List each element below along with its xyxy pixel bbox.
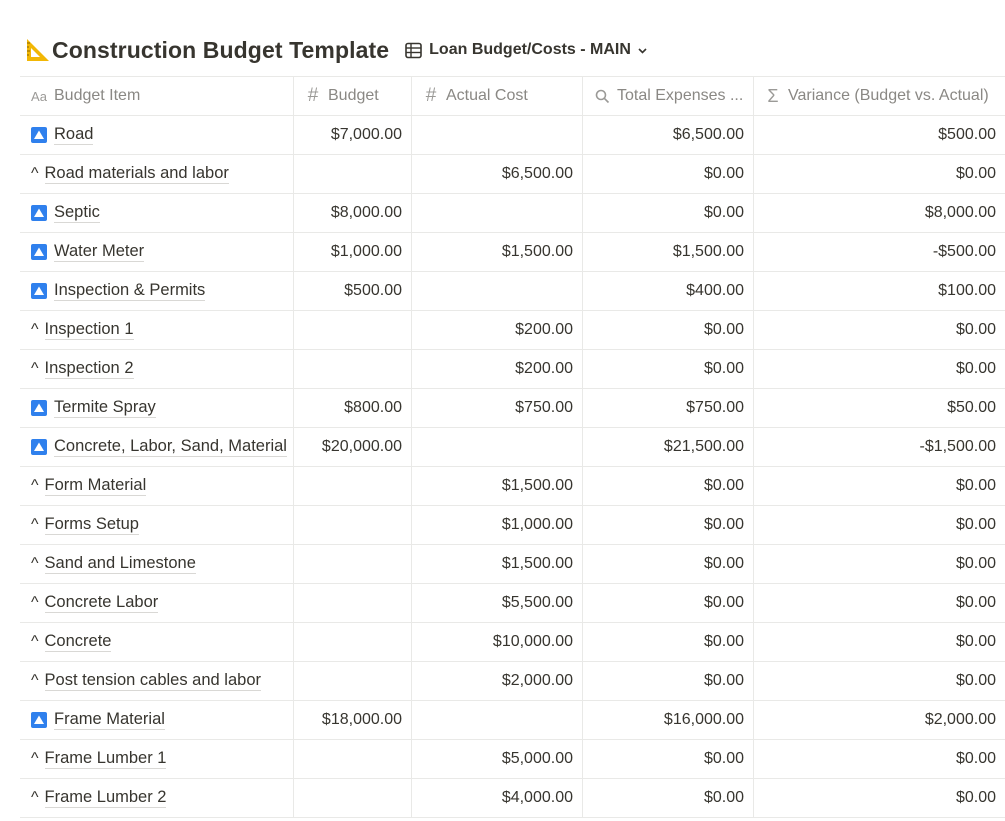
total-expenses-cell[interactable] — [583, 779, 754, 817]
total-expenses-cell[interactable] — [583, 389, 754, 427]
actual-cost-cell-value: $4,000.00 — [501, 789, 573, 806]
variance-cell-value: $0.00 — [955, 516, 996, 533]
table-row[interactable] — [20, 584, 1005, 623]
variance-cell-value: $0.00 — [955, 750, 996, 767]
item-name-link[interactable]: Road materials and labor — [44, 164, 229, 182]
item-name-link[interactable]: Frame Lumber 1 — [44, 749, 167, 767]
item-name-wrap — [31, 515, 139, 535]
total-expenses-cell[interactable] — [583, 740, 754, 778]
table-row[interactable] — [20, 779, 1005, 818]
item-name-link[interactable]: Post tension cables and labor — [44, 671, 261, 689]
page-header — [24, 34, 648, 66]
actual-cost-cell[interactable] — [412, 701, 583, 739]
total-expenses-cell-value: $0.00 — [703, 594, 744, 611]
budget-cell-value: $7,000.00 — [330, 126, 402, 143]
number-property-icon: # — [307, 85, 319, 106]
variance-cell-value: $500.00 — [938, 126, 996, 143]
budget-cell[interactable] — [294, 350, 412, 388]
up-triangle-button-icon — [31, 712, 47, 728]
caret-up-icon: ^ — [31, 672, 39, 689]
total-expenses-cell[interactable] — [583, 272, 754, 310]
total-expenses-cell[interactable] — [583, 467, 754, 505]
caret-up-icon: ^ — [31, 516, 39, 533]
budget-item-cell[interactable] — [20, 467, 294, 505]
actual-cost-cell-value: $1,500.00 — [501, 477, 573, 494]
item-name-link[interactable]: Termite Spray — [54, 398, 156, 416]
variance-cell-value: $100.00 — [938, 282, 996, 299]
text-property-icon: Aa — [31, 88, 47, 104]
item-name-wrap — [31, 749, 166, 769]
actual-cost-cell-value: $2,000.00 — [501, 672, 573, 689]
item-name-wrap — [31, 593, 158, 613]
budget-cell-value: $20,000.00 — [321, 438, 402, 455]
variance-cell-value: $0.00 — [955, 360, 996, 377]
budget-item-cell[interactable] — [20, 584, 294, 622]
budget-cell[interactable] — [294, 311, 412, 349]
total-expenses-cell-value: $0.00 — [703, 555, 744, 572]
column-label: Actual Cost — [446, 87, 528, 104]
variance-cell[interactable] — [754, 350, 1005, 388]
total-expenses-cell-value: $16,000.00 — [663, 711, 744, 728]
item-name-link[interactable]: Water Meter — [54, 242, 145, 260]
table-header-row — [20, 77, 1005, 116]
variance-cell[interactable] — [754, 194, 1005, 232]
budget-cell[interactable] — [294, 116, 412, 154]
budget-cell-value: $500.00 — [344, 282, 402, 299]
variance-cell-value: $0.00 — [955, 477, 996, 494]
total-expenses-cell[interactable] — [583, 584, 754, 622]
actual-cost-cell-value: $750.00 — [515, 399, 573, 416]
variance-cell[interactable] — [754, 623, 1005, 661]
caret-up-icon: ^ — [31, 594, 39, 611]
budget-item-cell[interactable] — [20, 662, 294, 700]
budget-cell[interactable] — [294, 233, 412, 271]
table-view-icon — [405, 42, 422, 59]
sigma-formula-icon: Σ — [767, 85, 779, 106]
item-name-link[interactable]: Form Material — [44, 476, 147, 494]
total-expenses-cell-value: $0.00 — [703, 360, 744, 377]
column-header-budget-item[interactable] — [20, 77, 294, 115]
total-expenses-cell[interactable] — [583, 155, 754, 193]
item-name-wrap — [31, 125, 93, 145]
actual-cost-cell[interactable] — [412, 662, 583, 700]
total-expenses-cell-value: $1,500.00 — [672, 243, 744, 260]
variance-cell-value: -$500.00 — [932, 243, 996, 260]
chevron-down-icon — [637, 45, 648, 56]
budget-cell[interactable] — [294, 779, 412, 817]
item-name-link[interactable]: Inspection 2 — [44, 359, 134, 377]
variance-cell-value: $0.00 — [955, 789, 996, 806]
total-expenses-cell-value: $0.00 — [703, 672, 744, 689]
page-title: Construction Budget Template — [52, 36, 390, 63]
item-name-link[interactable]: Concrete Labor — [44, 593, 159, 611]
search-icon — [593, 87, 611, 105]
budget-cell-value: $1,000.00 — [330, 243, 402, 260]
variance-cell[interactable] — [754, 740, 1005, 778]
table-row[interactable] — [20, 545, 1005, 584]
total-expenses-cell-value: $0.00 — [703, 321, 744, 338]
budget-cell[interactable] — [294, 701, 412, 739]
total-expenses-cell-value: $400.00 — [686, 282, 744, 299]
item-name-wrap — [31, 359, 134, 379]
actual-cost-cell-value: $1,500.00 — [501, 243, 573, 260]
item-name-wrap — [31, 476, 146, 496]
budget-item-cell[interactable] — [20, 428, 294, 466]
actual-cost-cell-value: $10,000.00 — [492, 633, 573, 650]
table-row[interactable] — [20, 116, 1005, 155]
total-expenses-cell-value: $0.00 — [703, 750, 744, 767]
table-row[interactable] — [20, 194, 1005, 233]
budget-item-cell[interactable] — [20, 194, 294, 232]
table-row[interactable] — [20, 740, 1005, 779]
total-expenses-cell-value: $0.00 — [703, 633, 744, 650]
budget-cell[interactable] — [294, 428, 412, 466]
budget-cell[interactable] — [294, 662, 412, 700]
total-expenses-cell[interactable] — [583, 428, 754, 466]
item-name-wrap — [31, 788, 166, 808]
item-name-wrap — [31, 242, 144, 262]
caret-up-icon: ^ — [31, 477, 39, 494]
variance-cell[interactable] — [754, 506, 1005, 544]
budget-item-cell[interactable] — [20, 701, 294, 739]
number-property-icon: # — [425, 85, 437, 106]
item-name-wrap — [31, 554, 196, 574]
budget-item-cell[interactable] — [20, 389, 294, 427]
table-row[interactable] — [20, 155, 1005, 194]
variance-cell[interactable] — [754, 389, 1005, 427]
total-expenses-cell-value: $0.00 — [703, 204, 744, 221]
total-expenses-cell-value: $750.00 — [686, 399, 744, 416]
budget-cell[interactable] — [294, 623, 412, 661]
actual-cost-cell-value: $200.00 — [515, 321, 573, 338]
table-row[interactable] — [20, 389, 1005, 428]
item-name-link[interactable]: Concrete, Labor, Sand, Material — [54, 437, 287, 455]
total-expenses-cell-value: $6,500.00 — [672, 126, 744, 143]
item-name-link[interactable]: Frame Material — [54, 710, 165, 728]
table-row[interactable] — [20, 233, 1005, 272]
actual-cost-cell[interactable] — [412, 779, 583, 817]
actual-cost-cell[interactable] — [412, 155, 583, 193]
budget-cell[interactable] — [294, 740, 412, 778]
actual-cost-cell[interactable] — [412, 194, 583, 232]
actual-cost-cell[interactable] — [412, 506, 583, 544]
column-header-actual-cost[interactable] — [412, 77, 583, 115]
up-triangle-button-icon — [31, 244, 47, 260]
total-expenses-cell-value: $21,500.00 — [663, 438, 744, 455]
budget-item-cell[interactable] — [20, 779, 294, 817]
item-name-link[interactable]: Inspection & Permits — [54, 281, 206, 299]
up-triangle-button-icon — [31, 283, 47, 299]
variance-cell-value: $0.00 — [955, 555, 996, 572]
budget-item-cell[interactable] — [20, 116, 294, 154]
budget-item-cell[interactable] — [20, 506, 294, 544]
budget-cell[interactable] — [294, 584, 412, 622]
column-label: Budget — [328, 87, 379, 104]
variance-cell[interactable] — [754, 779, 1005, 817]
budget-item-cell[interactable] — [20, 623, 294, 661]
variance-cell-value: $0.00 — [955, 672, 996, 689]
caret-up-icon: ^ — [31, 633, 39, 650]
triangular-ruler-icon — [24, 37, 50, 63]
total-expenses-cell[interactable] — [583, 233, 754, 271]
total-expenses-cell[interactable] — [583, 623, 754, 661]
column-label: Budget Item — [54, 87, 141, 104]
variance-cell[interactable] — [754, 467, 1005, 505]
item-name-link[interactable]: Septic — [54, 203, 100, 221]
item-name-link[interactable]: Road — [54, 125, 94, 143]
caret-up-icon: ^ — [31, 360, 39, 377]
table-row[interactable] — [20, 272, 1005, 311]
actual-cost-cell-value: $5,000.00 — [501, 750, 573, 767]
view-name: Loan Budget/Costs - MAIN — [429, 41, 631, 58]
variance-cell-value: $0.00 — [955, 321, 996, 338]
actual-cost-cell[interactable] — [412, 623, 583, 661]
table-row[interactable] — [20, 467, 1005, 506]
actual-cost-cell[interactable] — [412, 311, 583, 349]
budget-cell-value: $8,000.00 — [330, 204, 402, 221]
budget-cell[interactable] — [294, 467, 412, 505]
actual-cost-cell[interactable] — [412, 545, 583, 583]
caret-up-icon: ^ — [31, 555, 39, 572]
column-label: Total Expenses ... — [617, 87, 744, 104]
item-name-wrap — [31, 437, 287, 457]
item-name-link[interactable]: Concrete — [44, 632, 112, 650]
actual-cost-cell[interactable] — [412, 389, 583, 427]
item-name-wrap — [31, 203, 100, 223]
budget-item-cell[interactable] — [20, 350, 294, 388]
total-expenses-cell[interactable] — [583, 350, 754, 388]
actual-cost-cell-value: $5,500.00 — [501, 594, 573, 611]
database-table — [20, 76, 1005, 818]
actual-cost-cell[interactable] — [412, 116, 583, 154]
variance-cell-value: $50.00 — [947, 399, 996, 416]
actual-cost-cell-value: $6,500.00 — [501, 165, 573, 182]
total-expenses-cell-value: $0.00 — [703, 477, 744, 494]
item-name-link[interactable]: Frame Lumber 2 — [44, 788, 167, 806]
actual-cost-cell[interactable] — [412, 350, 583, 388]
actual-cost-cell[interactable] — [412, 428, 583, 466]
item-name-wrap — [31, 671, 261, 691]
budget-cell-value: $800.00 — [344, 399, 402, 416]
actual-cost-cell[interactable] — [412, 233, 583, 271]
variance-cell[interactable] — [754, 545, 1005, 583]
variance-cell-value: -$1,500.00 — [919, 438, 996, 455]
budget-cell[interactable] — [294, 272, 412, 310]
budget-cell[interactable] — [294, 155, 412, 193]
budget-item-cell[interactable] — [20, 272, 294, 310]
variance-cell[interactable] — [754, 701, 1005, 739]
table-row[interactable] — [20, 623, 1005, 662]
view-selector[interactable] — [405, 41, 648, 59]
budget-item-cell[interactable] — [20, 545, 294, 583]
budget-cell[interactable] — [294, 389, 412, 427]
total-expenses-cell[interactable] — [583, 194, 754, 232]
table-row[interactable] — [20, 428, 1005, 467]
caret-up-icon: ^ — [31, 750, 39, 767]
variance-cell-value: $8,000.00 — [924, 204, 996, 221]
actual-cost-cell[interactable] — [412, 740, 583, 778]
column-label: Variance (Budget vs. Actual) — [788, 87, 989, 104]
total-expenses-cell[interactable] — [583, 506, 754, 544]
item-name-link[interactable]: Forms Setup — [44, 515, 139, 533]
budget-cell[interactable] — [294, 506, 412, 544]
variance-cell-value: $0.00 — [955, 594, 996, 611]
budget-item-cell[interactable] — [20, 740, 294, 778]
item-name-wrap — [31, 632, 111, 652]
total-expenses-cell[interactable] — [583, 662, 754, 700]
actual-cost-cell-value: $1,500.00 — [501, 555, 573, 572]
item-name-wrap — [31, 320, 134, 340]
up-triangle-button-icon — [31, 439, 47, 455]
up-triangle-button-icon — [31, 400, 47, 416]
actual-cost-cell-value: $200.00 — [515, 360, 573, 377]
item-name-wrap — [31, 710, 165, 730]
up-triangle-button-icon — [31, 127, 47, 143]
variance-cell[interactable] — [754, 233, 1005, 271]
actual-cost-cell[interactable] — [412, 272, 583, 310]
variance-cell[interactable] — [754, 311, 1005, 349]
table-row[interactable] — [20, 662, 1005, 701]
table-row[interactable] — [20, 506, 1005, 545]
caret-up-icon: ^ — [31, 165, 39, 182]
budget-item-cell[interactable] — [20, 311, 294, 349]
budget-cell[interactable] — [294, 545, 412, 583]
budget-item-cell[interactable] — [20, 155, 294, 193]
variance-cell[interactable] — [754, 272, 1005, 310]
item-name-wrap — [31, 164, 229, 184]
variance-cell-value: $2,000.00 — [924, 711, 996, 728]
total-expenses-cell[interactable] — [583, 701, 754, 739]
caret-up-icon: ^ — [31, 789, 39, 806]
item-name-link[interactable]: Inspection 1 — [44, 320, 134, 338]
variance-cell-value: $0.00 — [955, 165, 996, 182]
item-name-link[interactable]: Sand and Limestone — [44, 554, 196, 572]
budget-item-cell[interactable] — [20, 233, 294, 271]
budget-cell[interactable] — [294, 194, 412, 232]
column-header-variance[interactable] — [754, 77, 1005, 115]
total-expenses-cell[interactable] — [583, 116, 754, 154]
variance-cell[interactable] — [754, 428, 1005, 466]
table-row[interactable] — [20, 311, 1005, 350]
total-expenses-cell-value: $0.00 — [703, 516, 744, 533]
variance-cell[interactable] — [754, 155, 1005, 193]
table-row[interactable] — [20, 701, 1005, 740]
actual-cost-cell-value: $1,000.00 — [501, 516, 573, 533]
variance-cell[interactable] — [754, 584, 1005, 622]
total-expenses-cell[interactable] — [583, 311, 754, 349]
column-header-budget[interactable] — [294, 77, 412, 115]
total-expenses-cell-value: $0.00 — [703, 789, 744, 806]
actual-cost-cell[interactable] — [412, 584, 583, 622]
total-expenses-cell[interactable] — [583, 545, 754, 583]
total-expenses-cell-value: $0.00 — [703, 165, 744, 182]
table-body — [20, 116, 1005, 818]
variance-cell[interactable] — [754, 662, 1005, 700]
variance-cell-value: $0.00 — [955, 633, 996, 650]
variance-cell[interactable] — [754, 116, 1005, 154]
budget-cell-value: $18,000.00 — [321, 711, 402, 728]
caret-up-icon: ^ — [31, 321, 39, 338]
table-row[interactable] — [20, 350, 1005, 389]
column-header-total-expenses[interactable] — [583, 77, 754, 115]
actual-cost-cell[interactable] — [412, 467, 583, 505]
item-name-wrap — [31, 398, 156, 418]
up-triangle-button-icon — [31, 205, 47, 221]
item-name-wrap — [31, 281, 205, 301]
